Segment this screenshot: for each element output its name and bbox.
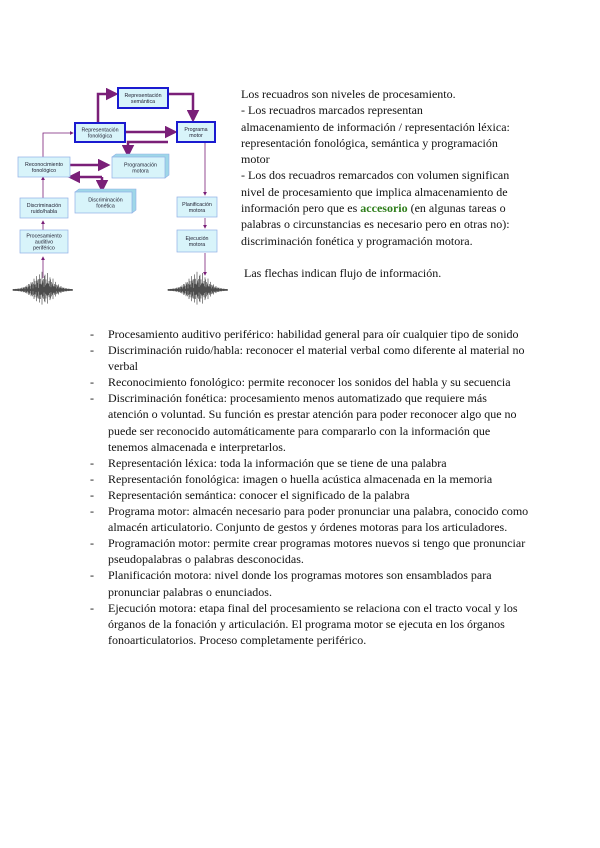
intro-line-3-pre: - Los dos recuadros remarcados con volumen significan nivel de procesamiento que implica almacenamiento de información pero que es (241, 168, 510, 216)
list-item (90, 503, 530, 535)
list-item (90, 600, 530, 648)
list-item-text: Representación léxica: toda la información que se tiene de una palabra (108, 455, 447, 470)
intro-line-1: Los recuadros son niveles de procesamiento. (241, 87, 456, 101)
list-item-text: Programación motor: permite crear programas motores nuevos si tengo que pronunciar pseudopalabras o palabras desconocidas. (108, 536, 526, 567)
list-item-text: Procesamiento auditivo periférico: habilidad general para oír cualquier tipo de sonido (108, 327, 519, 341)
box-label: motora (132, 168, 149, 175)
dash-bullet: - (90, 343, 94, 358)
box-label: Ejecución (185, 235, 209, 242)
list-item (90, 455, 530, 471)
flow-arrow (168, 94, 193, 120)
dash-bullet: - (90, 455, 94, 470)
box-label: fonológico (31, 168, 57, 175)
dash-bullet: - (90, 391, 94, 406)
flow-arrow (98, 94, 116, 123)
highlight-accesorio: accesorio (360, 201, 408, 216)
list-item-text: Discriminación fonética: procesamiento menos automatizado que requiere más atención o voluntad. Su función es prestar atención para poder reconocer algo que no puede ser reconocido automáticamente para compararlo con la información que tenemos almacenada e interpretarlos. (108, 391, 517, 454)
list-item (90, 326, 530, 342)
box-label: Representación (124, 92, 162, 99)
arrows-note: Las flechas indican flujo de información. (244, 265, 442, 280)
list-item (90, 487, 530, 503)
flow-arrow (43, 133, 73, 157)
dash-bullet: - (90, 504, 94, 519)
box-label: Reconocimiento (25, 161, 63, 168)
intro-line-3 (241, 167, 516, 248)
list-item (90, 390, 530, 454)
dash-bullet: - (90, 471, 94, 486)
box-label: motor (189, 133, 203, 140)
speech-processing-diagram (10, 80, 235, 305)
box-label: Programación (124, 162, 157, 169)
list-item-text: Representación fonológica: imagen o huella acústica almacenada en la memoria (108, 471, 493, 486)
box-label: motora (188, 242, 206, 249)
dash-bullet: - (90, 600, 94, 615)
box-label: auditivo (34, 239, 54, 246)
intro-line-3-post: (en algunas tareas o palabras o circunstancias es necesario pero en otras no): discriminación fonética y programación motora. (241, 201, 510, 248)
dash-bullet: - (90, 327, 94, 341)
box-label: fonética (96, 203, 115, 210)
list-item-text: Planificación motora: nivel donde los programas motores son ensamblados para pronunciar palabras o enunciados. (108, 568, 492, 599)
box-label: motora (188, 208, 206, 215)
diagram-explanation (241, 86, 531, 281)
list-item-text: Representación semántica: conocer el significado de la palabra (108, 487, 410, 502)
list-item (90, 471, 530, 487)
box-label: Discriminación (88, 197, 123, 204)
box-label: fonológica (87, 133, 113, 140)
box-label: Planificación (182, 201, 212, 208)
list-item (90, 535, 530, 567)
box-label: semántica (130, 99, 156, 106)
list-item-text: Discriminación ruido/habla: reconocer el material verbal como diferente al material no verbal (108, 343, 525, 374)
box-label: periférico (33, 245, 55, 252)
flow-arrow (128, 142, 168, 155)
list-item (90, 567, 530, 599)
box-label: ruido/habla (30, 209, 58, 216)
box-label: Procesamiento (26, 233, 62, 240)
definitions-list (90, 326, 530, 648)
intro-line-2b: almacenamiento de información / representación léxica: representación fonológica, semántica y programación motor (241, 119, 510, 167)
dash-bullet: - (90, 536, 94, 551)
list-item-text: Ejecución motora: etapa final del procesamiento se relaciona con el tracto vocal y los órganos de la fonación y articulación. El programa motor se ejecuta en los órganos fonoarticulatorios. Proceso completamente periférico. (108, 600, 518, 647)
dash-bullet: - (90, 568, 94, 583)
list-item-text: Reconocimiento fonológico: permite reconocer los sonidos del habla y su secuencia (108, 375, 511, 390)
list-item (90, 342, 530, 374)
list-item (90, 374, 530, 390)
dash-bullet: - (90, 375, 94, 390)
list-item-text: Programa motor: almacén necesario para poder pronunciar una palabra, conocido como almacén articulatorio. Conjunto de gestos y órdenes motoras para los articuladores. (108, 504, 529, 535)
intro-line-2a: - Los recuadros marcados representan (241, 103, 423, 118)
output-waveform-icon (168, 272, 228, 305)
box-label: Discriminación (26, 202, 62, 209)
box-label: Representación (81, 127, 119, 134)
box-label: Programa (184, 126, 208, 133)
dash-bullet: - (90, 487, 94, 502)
